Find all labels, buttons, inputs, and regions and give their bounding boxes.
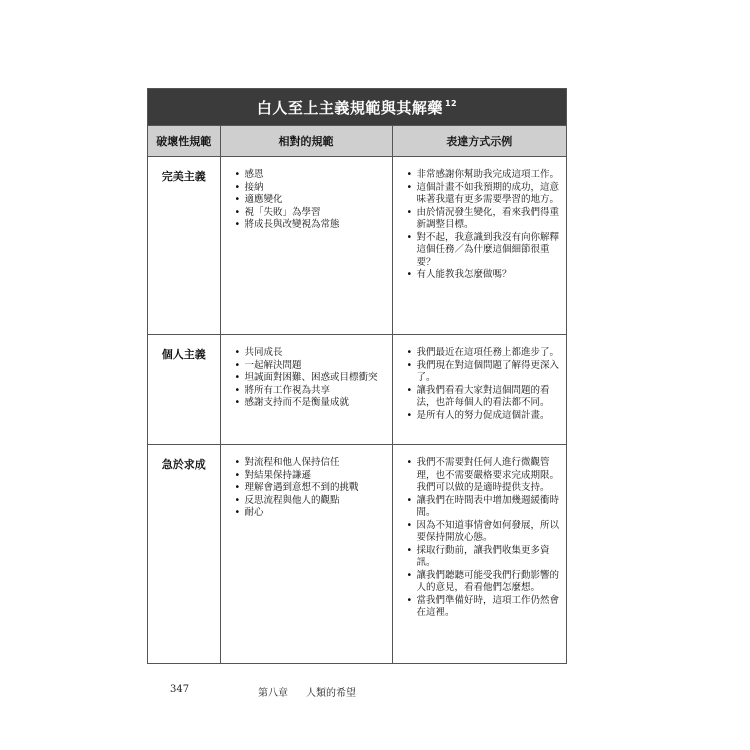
norms-list — [221, 445, 392, 520]
page-footer — [0, 684, 750, 700]
list-item: • 感謝支持而不是衡量成就 — [235, 397, 386, 410]
table-row — [148, 445, 566, 664]
list-item: • 由於情況發生變化，看來我們得重新調整目標。 — [407, 207, 561, 232]
page-number: 347 — [170, 684, 190, 695]
list-item: • 我們現在對這個問題了解得更深入了。 — [407, 360, 561, 385]
list-item: • 讓我們看看大家對這個問題的看法，也許每個人的看法都不同。 — [407, 385, 561, 410]
norms-cell — [220, 157, 392, 335]
list-item: • 耐心 — [235, 507, 386, 520]
table-row — [148, 157, 566, 335]
list-item: • 是所有人的努力促成這個計畫。 — [407, 410, 561, 423]
list-item: • 適應變化 — [235, 194, 386, 207]
list-item: • 反思流程與他人的觀點 — [235, 495, 386, 508]
list-item: • 採取行動前，讓我們收集更多資訊。 — [407, 545, 561, 570]
norms-cell — [220, 335, 392, 445]
chapter-label: 第八章 — [258, 688, 288, 699]
list-item: • 讓我們聽聽可能受我們行動影響的人的意見，看看他們怎麼想。 — [407, 570, 561, 595]
norms-list — [221, 335, 392, 410]
list-item: • 接納 — [235, 182, 386, 195]
examples-list — [393, 335, 567, 422]
header-destructive-norm: 破壞性規範 — [148, 126, 220, 157]
examples-cell — [392, 157, 566, 335]
examples-list — [393, 157, 567, 282]
chapter-title: 人類的希望 — [306, 688, 356, 699]
list-item: • 這個計畫不如我預期的成功，這意味著我還有更多需要學習的地方。 — [407, 182, 561, 207]
row-label: 個人主義 — [148, 335, 220, 445]
list-item: • 有人能教我怎麼做嗎？ — [407, 269, 561, 282]
header-row — [148, 126, 566, 157]
norms-table — [147, 88, 567, 664]
header-examples: 表達方式示例 — [392, 126, 566, 157]
list-item: • 對不起，我意識到我沒有向你解釋這個任務／為什麼這個細節很重要？ — [407, 232, 561, 270]
list-item: • 將所有工作視為共享 — [235, 385, 386, 398]
list-item: • 理解會遇到意想不到的挑戰 — [235, 482, 386, 495]
list-item: • 因為不知道事情會如何發展，所以要保持開放心態。 — [407, 520, 561, 545]
list-item: • 坦誠面對困難、困惑或目標衝突 — [235, 372, 386, 385]
list-item: • 將成長與改變視為常態 — [235, 219, 386, 232]
list-item: • 一起解決問題 — [235, 360, 386, 373]
list-item: • 對流程和他人保持信任 — [235, 457, 386, 470]
title-footnote-ref: 12 — [444, 98, 458, 108]
header-counter-norm: 相對的規範 — [220, 126, 392, 157]
examples-cell — [392, 335, 566, 445]
table-row — [148, 335, 566, 445]
examples-cell — [392, 445, 566, 664]
list-item: • 我們最近在這項任務上都進步了。 — [407, 347, 561, 360]
list-item: • 非常感謝你幫助我完成這項工作。 — [407, 169, 561, 182]
list-item: • 當我們準備好時，這項工作仍然會在這裡。 — [407, 595, 561, 620]
table-title: 白人至上主義規範與其解藥 — [256, 98, 443, 117]
list-item: • 感恩 — [235, 169, 386, 182]
norms-grid — [148, 125, 566, 663]
list-item: • 視「失敗」為學習 — [235, 207, 386, 220]
table-title-bar — [148, 89, 566, 125]
list-item: • 我們不需要對任何人進行微觀管理，也不需要嚴格要求完成期限。我們可以做的是適時提供支持。 — [407, 457, 561, 495]
list-item: • 對結果保持謙遜 — [235, 470, 386, 483]
norms-list — [221, 157, 392, 232]
row-label: 急於求成 — [148, 445, 220, 664]
examples-list — [393, 445, 567, 620]
norms-cell — [220, 445, 392, 664]
list-item: • 共同成長 — [235, 347, 386, 360]
row-label: 完美主義 — [148, 157, 220, 335]
list-item: • 讓我們在時間表中增加幾週緩衝時間。 — [407, 495, 561, 520]
